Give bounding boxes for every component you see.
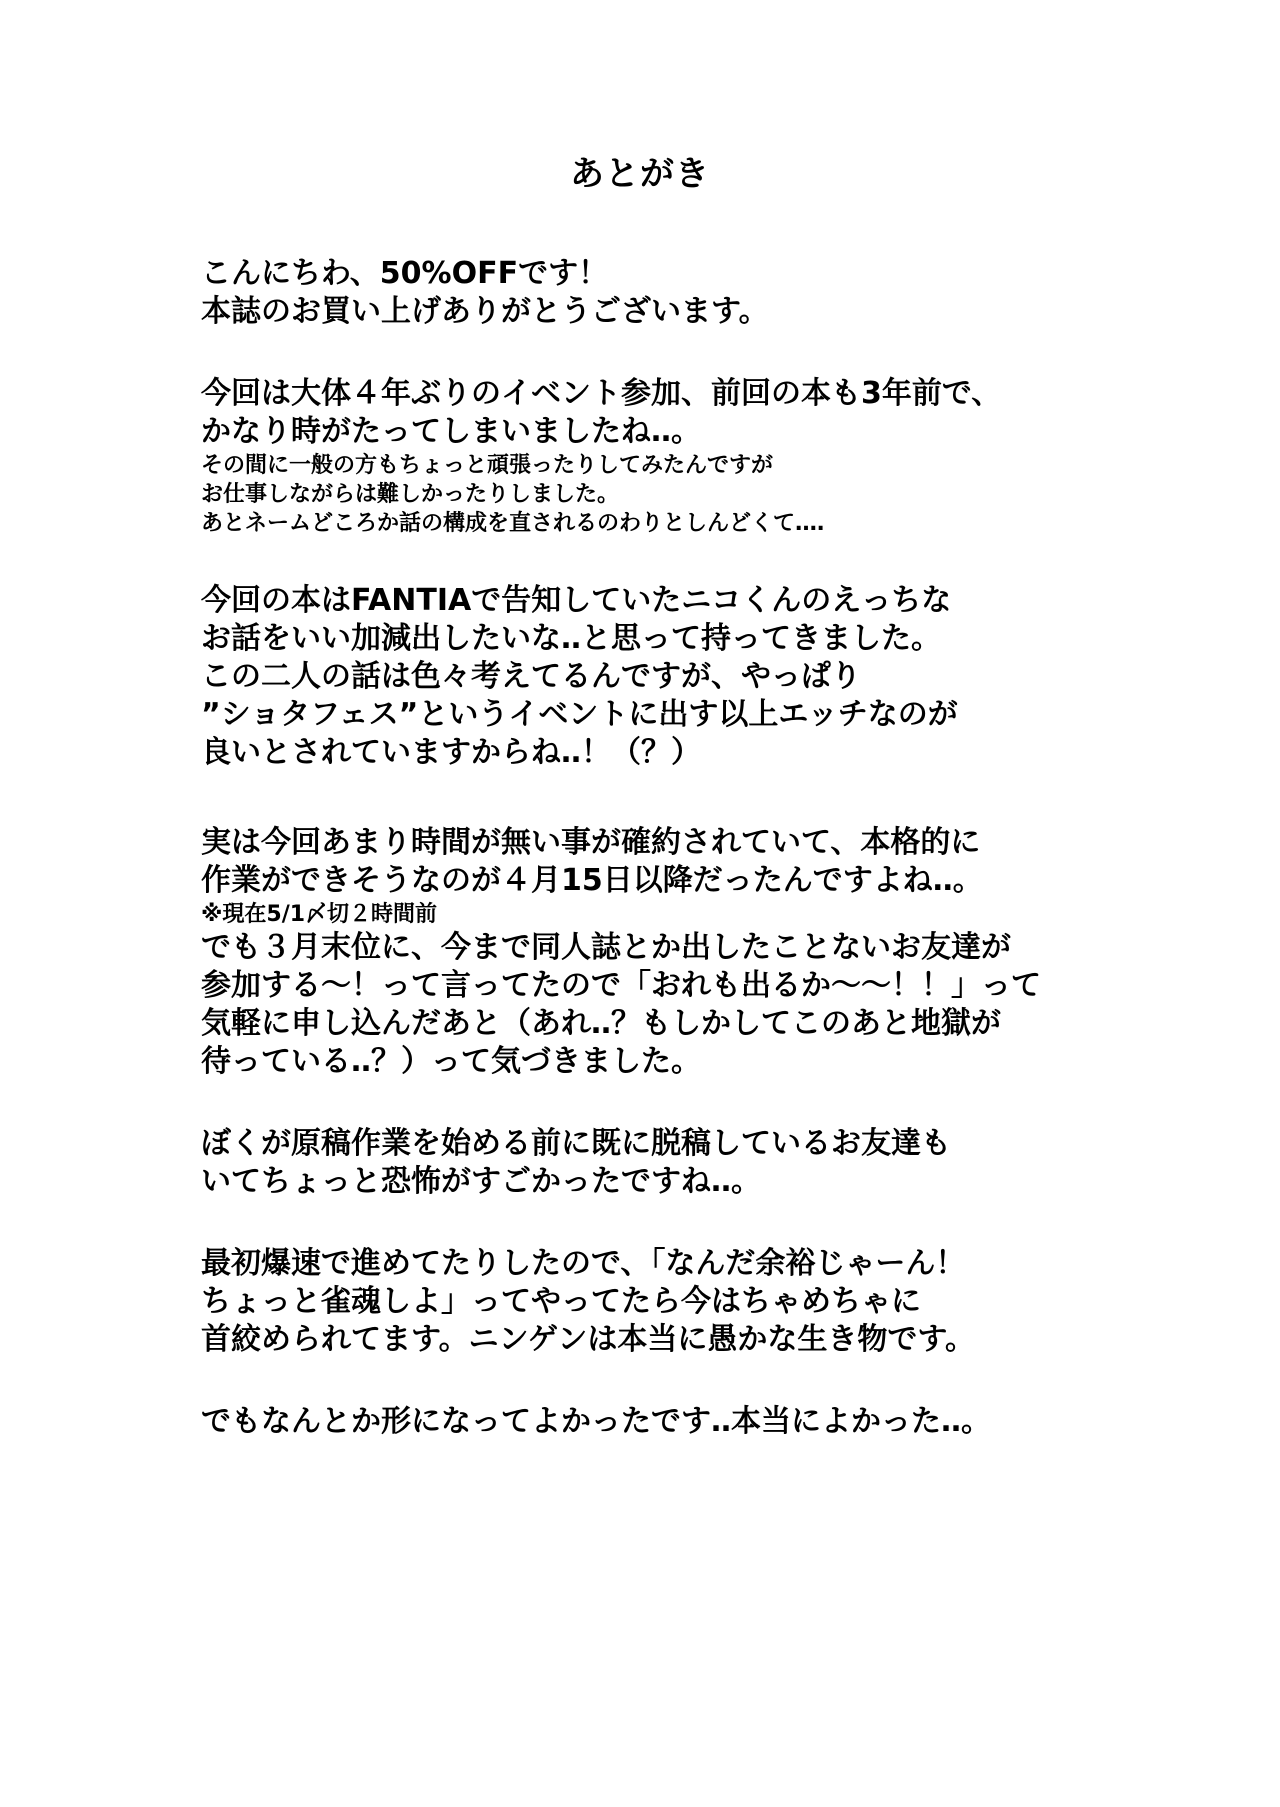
text-line: 参加する～！って言ってたので「おれも出るか～～！！」って (201, 968, 1041, 1003)
afterword-body (201, 255, 1231, 1441)
text-line: この二人の話は色々考えてるんですが、やっぱり (201, 659, 861, 694)
text-line: ”ショタフェス”というイベントに出す以上エッチなのが (201, 697, 958, 732)
text-line: 待っている‥？）って気づきました。 (201, 1044, 702, 1079)
paragraph-about-book (201, 582, 1231, 772)
text-line: 気軽に申し込んだあと（あれ‥？もしかしてこのあと地獄が (201, 1006, 1002, 1041)
text-line: かなり時がたってしまいましたね‥。 (201, 414, 702, 449)
page-title: あとがき (570, 154, 710, 194)
paragraph-greeting (201, 255, 1231, 331)
text-line: でもなんとか形になってよかったです‥本当によかった‥。 (201, 1404, 992, 1439)
paragraph-event-participation (201, 375, 1231, 538)
text-line: お話をいい加減出したいな‥と思って持ってきました。 (201, 621, 942, 656)
text-line: 本誌のお買い上げありがとうございます。 (201, 294, 769, 329)
text-line: 作業ができそうなのが４月15日以降だったんですよね‥。 (201, 863, 983, 898)
text-line: ちょっと雀魂しよ」ってやってたら今はちゃめちゃに (201, 1284, 921, 1319)
text-line: 実は今回あまり時間が無い事が確約されていて、本格的に (201, 825, 981, 860)
text-line: いてちょっと恐怖がすごかったですね‥。 (201, 1164, 762, 1199)
small-text-line: お仕事しながらは難しかったりしました。 (201, 482, 620, 507)
small-text-line: その間に一般の方もちょっと頑張ったりしてみたんですが (201, 453, 774, 478)
text-line: こんにちわ、50%OFFです！ (201, 256, 609, 291)
small-text-line: あとネームどころか話の構成を直されるのわりとしんどくて‥‥ (201, 511, 825, 536)
text-line: ぼくが原稿作業を始める前に既に脱稿しているお友達も (201, 1126, 951, 1161)
text-line: 良いとされていますからね‥！（？） (201, 735, 702, 770)
text-line: 首絞められてます。ニンゲンは本当に愚かな生き物です。 (201, 1322, 975, 1357)
paragraph-progress (201, 1245, 1231, 1359)
text-line: 今回は大体４年ぶりのイベント参加、前回の本も3年前で、 (201, 376, 1002, 411)
deadline-note: ※現在5/1〆切２時間前 (201, 902, 438, 927)
paragraph-friends (201, 1125, 1231, 1201)
paragraph-closing (201, 1403, 1231, 1441)
text-line: でも３月末位に、今まで同人誌とか出したことないお友達が (201, 930, 1011, 965)
paragraph-schedule (201, 824, 1231, 1081)
text-line: 今回の本はFANTIAで告知していたニコくんのえっちな (201, 583, 952, 618)
text-line: 最初爆速で進めてたりしたので、「なんだ余裕じゃーん！ (201, 1246, 966, 1281)
